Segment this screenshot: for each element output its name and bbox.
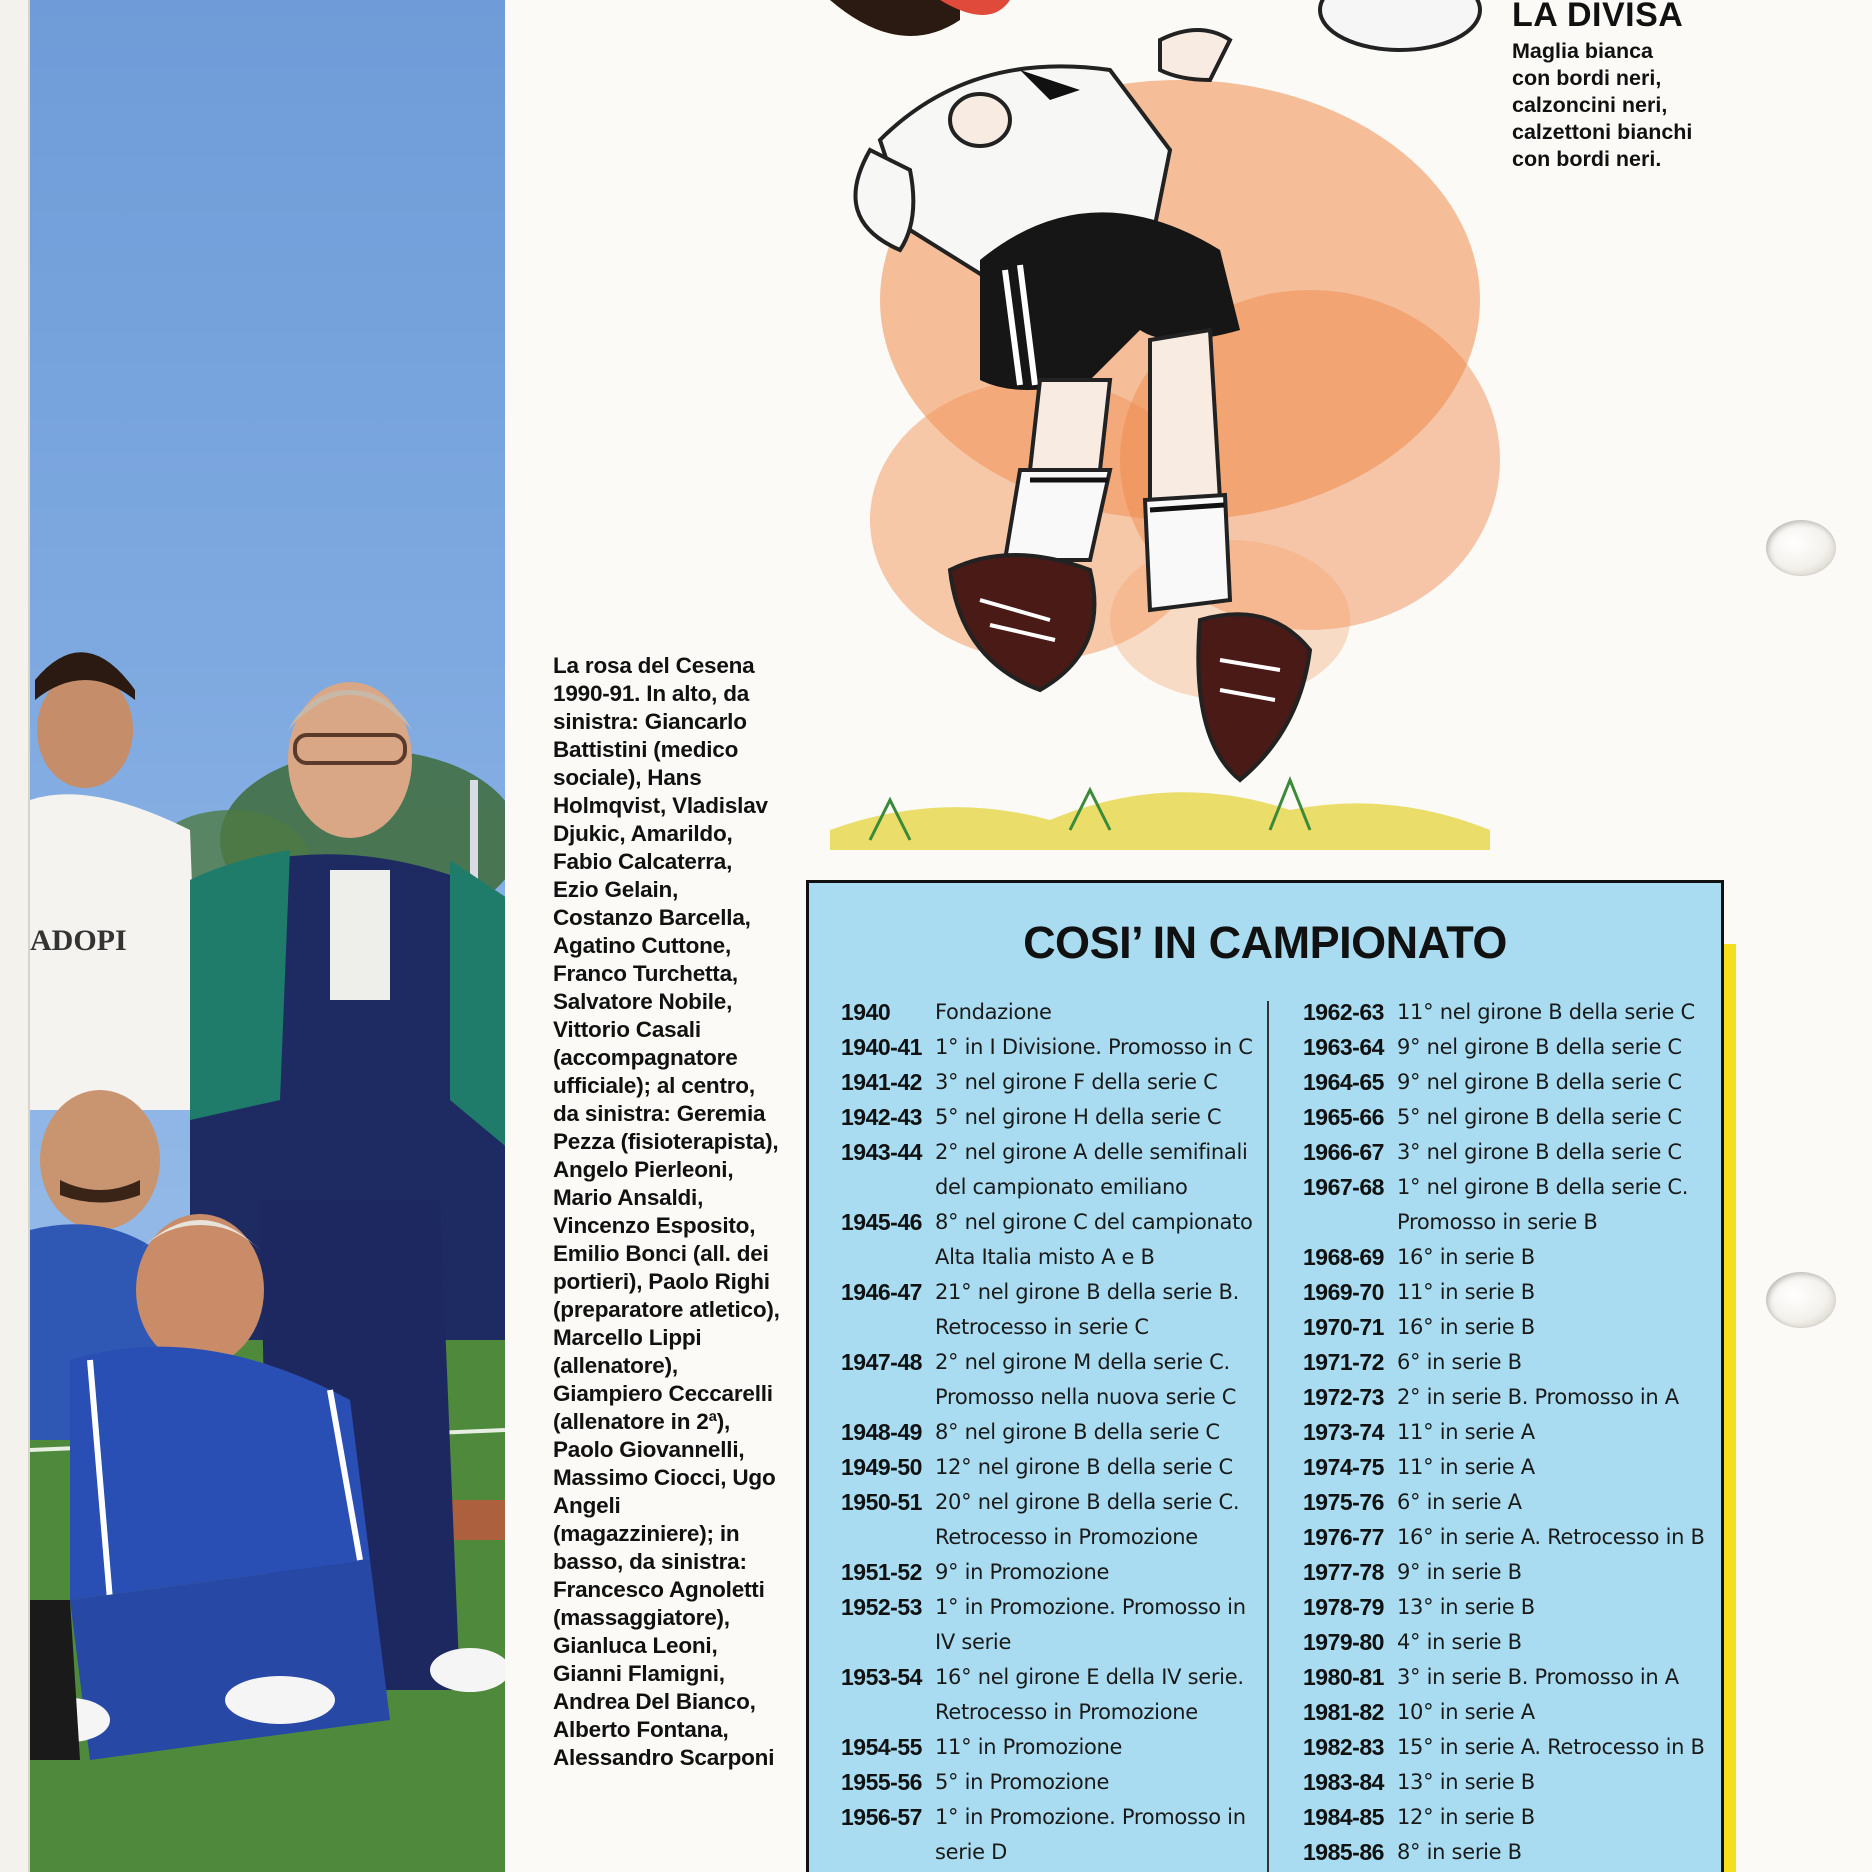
results-column-right <box>1303 995 1723 1870</box>
season-result: 3° nel girone F della serie C <box>935 1070 1218 1094</box>
season-year: 1966-67 <box>1303 1139 1384 1165</box>
season-row <box>841 1065 1261 1100</box>
season-row <box>1303 1485 1723 1520</box>
season-result: 5° nel girone B della serie C <box>1397 1105 1682 1129</box>
season-result: 8° in serie B <box>1397 1840 1522 1864</box>
season-year: 1965-66 <box>1303 1104 1384 1130</box>
season-year: 1969-70 <box>1303 1279 1384 1305</box>
season-year: 1980-81 <box>1303 1664 1384 1690</box>
season-row <box>841 1450 1261 1485</box>
season-year: 1948-49 <box>841 1419 922 1445</box>
page-binding-strip <box>0 0 30 1872</box>
season-result: 12° in serie B <box>1397 1805 1535 1829</box>
season-result: 16° in serie A. Retrocesso in B <box>1397 1525 1705 1549</box>
shirt-sponsor-text: ADOPI <box>30 924 127 957</box>
season-year: 1940 <box>841 999 891 1025</box>
season-row <box>1303 1170 1723 1240</box>
season-result: 20° nel girone B della serie C. Retrocesso in Promozione <box>935 1490 1240 1549</box>
season-row <box>841 995 1261 1030</box>
season-year: 1985-86 <box>1303 1839 1384 1865</box>
binder-hole-bottom <box>1766 1272 1836 1328</box>
season-result: 10° in serie A <box>1397 1700 1535 1724</box>
season-result: 9° nel girone B della serie C <box>1397 1070 1682 1094</box>
season-row <box>1303 1310 1723 1345</box>
season-row <box>1303 1765 1723 1800</box>
season-row <box>1303 1625 1723 1660</box>
season-year: 1949-50 <box>841 1454 922 1480</box>
mascot-drawing <box>790 0 1510 860</box>
season-result: 2° nel girone A delle semifinali del campionato emiliano <box>935 1140 1248 1199</box>
season-result: 9° nel girone B della serie C <box>1397 1035 1682 1059</box>
season-result: 6° in serie A <box>1397 1490 1522 1514</box>
season-row <box>841 1135 1261 1205</box>
season-year: 1967-68 <box>1303 1174 1384 1200</box>
season-year: 1973-74 <box>1303 1419 1384 1445</box>
season-result: 13° in serie B <box>1397 1770 1535 1794</box>
season-year: 1968-69 <box>1303 1244 1384 1270</box>
season-year: 1971-72 <box>1303 1349 1384 1375</box>
season-row <box>1303 1835 1723 1870</box>
season-result: 11° in serie A <box>1397 1455 1535 1479</box>
season-year: 1964-65 <box>1303 1069 1384 1095</box>
season-row <box>1303 1030 1723 1065</box>
season-row <box>1303 1415 1723 1450</box>
uniform-description: Maglia bianca con bordi neri, calzoncini neri, calzettoni bianchi con bordi neri. <box>1512 39 1693 171</box>
season-result: 11° in serie A <box>1397 1420 1535 1444</box>
season-year: 1975-76 <box>1303 1489 1384 1515</box>
season-year: 1955-56 <box>841 1769 922 1795</box>
mascot-illustration <box>790 0 1510 860</box>
season-year: 1945-46 <box>841 1209 922 1235</box>
season-row <box>1303 1695 1723 1730</box>
season-result: 8° nel girone C del campionato Alta Italia misto A e B <box>935 1210 1253 1269</box>
season-row <box>1303 995 1723 1030</box>
season-year: 1947-48 <box>841 1349 922 1375</box>
season-year: 1953-54 <box>841 1664 922 1690</box>
season-year: 1942-43 <box>841 1104 922 1130</box>
season-row <box>1303 1590 1723 1625</box>
uniform-title: LA DIVISA <box>1512 0 1684 28</box>
season-row <box>1303 1100 1723 1135</box>
season-row <box>1303 1345 1723 1380</box>
season-year: 1962-63 <box>1303 999 1384 1025</box>
season-row <box>1303 1730 1723 1765</box>
team-photo-drawing <box>30 0 505 1872</box>
season-result: 9° in Promozione <box>935 1560 1110 1584</box>
season-result: 5° nel girone H della serie C <box>935 1105 1222 1129</box>
season-row <box>841 1030 1261 1065</box>
season-result: 16° in serie B <box>1397 1315 1535 1339</box>
season-result: 15° in serie A. Retrocesso in B <box>1397 1735 1705 1759</box>
season-year: 1963-64 <box>1303 1034 1384 1060</box>
season-year: 1983-84 <box>1303 1769 1384 1795</box>
season-year: 1946-47 <box>841 1279 922 1305</box>
season-year: 1951-52 <box>841 1559 922 1585</box>
season-row <box>841 1555 1261 1590</box>
season-row <box>1303 1520 1723 1555</box>
season-year: 1979-80 <box>1303 1629 1384 1655</box>
results-title: COSI’ IN CAMPIONATO <box>1023 917 1507 968</box>
season-result: 5° in Promozione <box>935 1770 1110 1794</box>
season-row <box>841 1730 1261 1765</box>
season-row <box>841 1415 1261 1450</box>
season-row <box>841 1765 1261 1800</box>
results-panel <box>806 880 1724 1872</box>
season-result: 3° nel girone B della serie C <box>1397 1140 1682 1164</box>
season-row <box>1303 1275 1723 1310</box>
season-year: 1978-79 <box>1303 1594 1384 1620</box>
season-result: 11° in serie B <box>1397 1280 1535 1304</box>
season-year: 1974-75 <box>1303 1454 1384 1480</box>
season-row <box>841 1205 1261 1275</box>
season-result: 16° nel girone E della IV serie. Retrocesso in Promozione <box>935 1665 1244 1724</box>
photo-caption: La rosa del Cesena 1990-91. In alto, da sinistra: Giancarlo Battistini (medico sociale), Hans Holmqvist, Vladislav Djukic, Amarildo, Fabio Calcaterra, Ezio Gelain, Costanzo Barcella, Agatino Cuttone, Franco Turchetta, Salvatore Nobile, Vittorio Casali (accompagnatore ufficiale); al centro, da sinistra: Geremia Pezza (fisioterapista), Angelo Pierleoni, Mario Ansaldi, Vincenzo Esposito, Emilio Bonci (all. dei portieri), Paolo Righi (preparatore atletico), Marcello Lippi (allenatore), Giampiero Ceccarelli (allenatore in 2ª), Paolo Giovannelli, Massimo Ciocci, Ugo Angeli (magazziniere); in basso, da sinistra: Francesco Agnoletti (massaggiatore), Gianluca Leoni, Gianni Flamigni, Andrea Del Bianco, Alberto Fontana, Alessandro Scarponi <box>553 653 780 1770</box>
binder-hole-top <box>1766 520 1836 576</box>
season-year: 1982-83 <box>1303 1734 1384 1760</box>
season-row <box>841 1800 1261 1870</box>
season-row <box>841 1345 1261 1415</box>
season-year: 1950-51 <box>841 1489 922 1515</box>
season-result: 3° in serie B. Promosso in A <box>1397 1665 1679 1689</box>
season-result: 2° nel girone M della serie C. Promosso nella nuova serie C <box>935 1350 1237 1409</box>
season-year: 1981-82 <box>1303 1699 1384 1725</box>
season-row <box>1303 1660 1723 1695</box>
season-year: 1956-57 <box>841 1804 922 1830</box>
season-result: 1° in Promozione. Promosso in serie D <box>935 1805 1246 1864</box>
season-result: 11° nel girone B della serie C <box>1397 1000 1695 1024</box>
season-result: 21° nel girone B della serie B. Retrocesso in serie C <box>935 1280 1239 1339</box>
season-row <box>841 1660 1261 1730</box>
season-result: 16° in serie B <box>1397 1245 1535 1269</box>
season-year: 1970-71 <box>1303 1314 1384 1340</box>
season-year: 1954-55 <box>841 1734 922 1760</box>
season-result: 11° in Promozione <box>935 1735 1123 1759</box>
season-result: 2° in serie B. Promosso in A <box>1397 1385 1679 1409</box>
season-result: 1° in I Divisione. Promosso in C <box>935 1035 1253 1059</box>
results-column-left <box>841 995 1261 1870</box>
season-row <box>1303 1065 1723 1100</box>
season-result: 13° in serie B <box>1397 1595 1535 1619</box>
season-row <box>841 1100 1261 1135</box>
season-year: 1952-53 <box>841 1594 922 1620</box>
season-year: 1943-44 <box>841 1139 922 1165</box>
season-row <box>841 1485 1261 1555</box>
season-year: 1972-73 <box>1303 1384 1384 1410</box>
season-row <box>1303 1135 1723 1170</box>
season-year: 1976-77 <box>1303 1524 1384 1550</box>
season-result: 1° in Promozione. Promosso in IV serie <box>935 1595 1246 1654</box>
season-result: 9° in serie B <box>1397 1560 1522 1584</box>
season-row <box>1303 1240 1723 1275</box>
season-year: 1977-78 <box>1303 1559 1384 1585</box>
season-year: 1940-41 <box>841 1034 922 1060</box>
team-photo <box>30 0 505 1872</box>
season-result: 1° nel girone B della serie C. Promosso in serie B <box>1397 1175 1689 1234</box>
season-result: 4° in serie B <box>1397 1630 1522 1654</box>
season-result: 12° nel girone B della serie C <box>935 1455 1233 1479</box>
season-row <box>841 1590 1261 1660</box>
season-result: Fondazione <box>935 1000 1052 1024</box>
season-result: 8° nel girone B della serie C <box>935 1420 1220 1444</box>
season-row <box>841 1275 1261 1345</box>
season-row <box>1303 1450 1723 1485</box>
season-year: 1941-42 <box>841 1069 922 1095</box>
season-year: 1984-85 <box>1303 1804 1384 1830</box>
season-result: 6° in serie B <box>1397 1350 1522 1374</box>
season-row <box>1303 1800 1723 1835</box>
results-column-divider <box>1267 1001 1269 1872</box>
uniform-box <box>1512 0 1812 173</box>
season-row <box>1303 1555 1723 1590</box>
season-row <box>1303 1380 1723 1415</box>
